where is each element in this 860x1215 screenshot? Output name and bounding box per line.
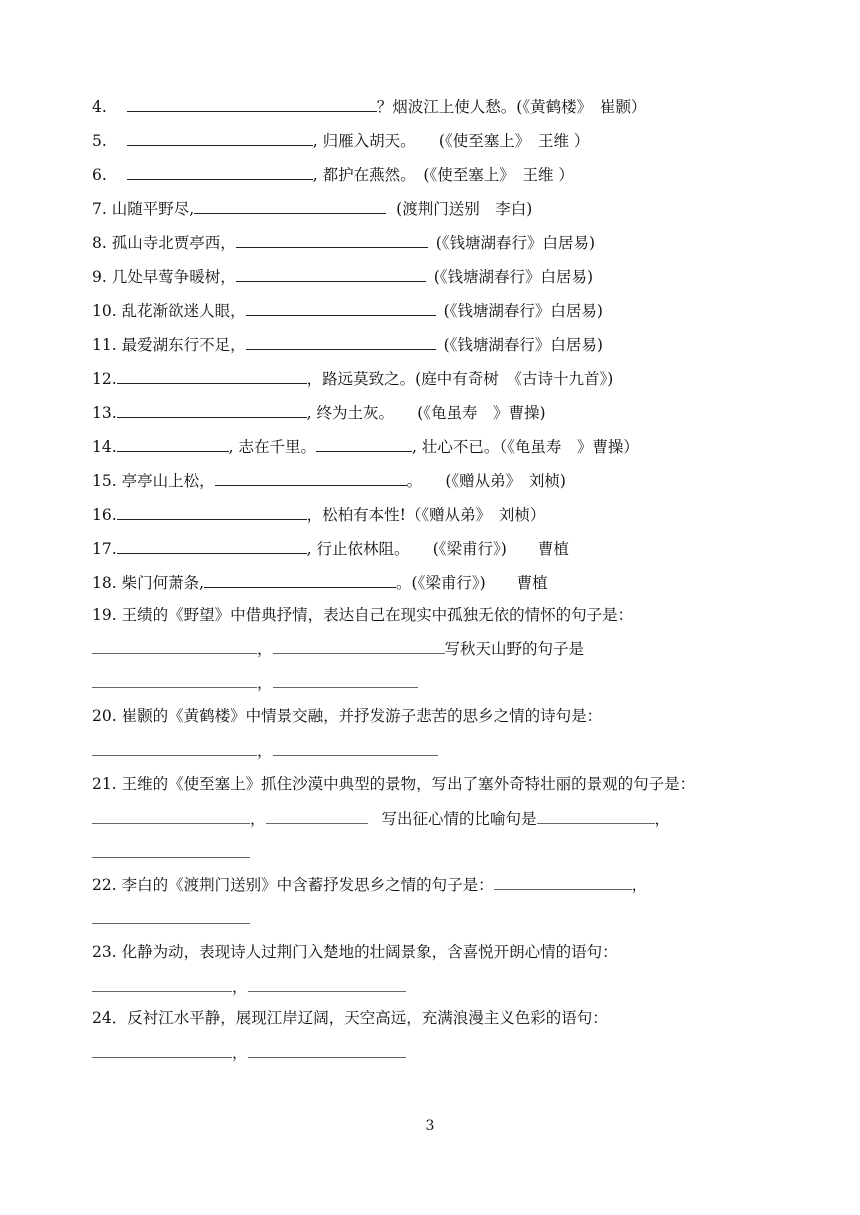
separator: ， [232,978,248,996]
question-prefix: 16. [92,506,117,524]
question-prefix: 17. [92,540,117,558]
question-text: 20. 崔颢的《黄鹤楼》中情景交融，并抒发游子悲苦的思乡之情的诗句是： [92,707,603,725]
question-17 [92,538,569,559]
separator: ， [232,1044,248,1062]
question-text: 23. 化静为动，表现诗人过荆门入楚地的壮阔景象，含喜悦开朗心情的语句： [92,943,618,961]
question-text: 写秋天山野的句子是 [444,640,585,658]
answer-blank[interactable] [248,1042,406,1058]
answer-blank[interactable] [92,740,257,756]
question-prefix: 15. 亭亭山上松， [92,472,215,490]
question-8 [92,232,595,253]
question-21-answers [92,808,670,829]
question-22 [92,874,647,895]
answer-blank[interactable] [537,808,655,824]
question-text: ，路远莫致之。(庭中有奇树 《古诗十九首》) [306,370,614,388]
question-22-answers [92,908,250,929]
answer-blank[interactable] [273,638,445,654]
question-text: , 行止依林阻。 (《梁甫行》) 曹植 [306,540,569,558]
question-24-answers [92,1042,406,1063]
answer-blank[interactable] [127,130,313,146]
separator: ， [257,674,273,692]
question-16 [92,504,545,525]
answer-blank[interactable] [236,232,428,248]
question-4 [92,96,646,117]
answer-blank[interactable] [494,874,632,890]
question-23 [92,942,618,962]
question-7 [92,198,532,219]
answer-blank[interactable] [92,908,250,924]
question-14 [92,436,639,457]
separator: ， [654,810,671,828]
answer-blank[interactable] [117,538,307,554]
question-source: (渡荆门送别 李白) [396,200,533,218]
answer-blank[interactable] [92,1042,232,1058]
question-number: 5. [92,132,107,150]
question-source: (《钱塘湖春行》白居易) [443,336,603,354]
answer-blank[interactable] [215,470,407,486]
answer-blank[interactable] [273,672,418,688]
question-source: (《钱塘湖春行》白居易) [433,268,594,286]
question-21 [92,774,695,794]
answer-blank[interactable] [92,672,257,688]
answer-blank[interactable] [194,198,386,214]
question-prefix: 8. 孤山寺北贾亭西， [92,234,236,252]
question-source: 。 (《赠从弟》 刘桢) [406,472,566,490]
question-15 [92,470,566,491]
question-text: ，松柏有本性!（《赠从弟》 刘桢） [306,506,546,524]
answer-blank[interactable] [92,976,232,992]
question-source: (《钱塘湖春行》白居易) [443,302,603,320]
answer-blank[interactable] [127,96,377,112]
question-text: 21. 王维的《使至塞上》抓住沙漠中典型的景物，写出了塞外奇特壮丽的景观的句子是： [92,775,696,793]
question-prefix: 7. 山随平野尽, [92,200,195,218]
answer-blank[interactable] [248,976,406,992]
question-text: 19. 王绩的《野望》中借典抒情，表达自己在现实中孤独无依的情怀的句子是： [92,606,634,624]
separator: ， [250,810,266,828]
separator: ， [257,640,273,658]
question-11 [92,334,603,355]
question-19-answers-2 [92,672,418,693]
question-19-answers [92,638,584,659]
question-text: , 志在千里。 [228,438,317,456]
question-text: , 都护在燕然。 (《使至塞上》 王维 ） [312,166,574,184]
question-text: , 终为土灰。 (《龟虽寿 》曹操) [306,404,546,422]
question-text: 写出征心情的比喻句是 [381,810,537,828]
answer-blank[interactable] [117,402,307,418]
answer-blank[interactable] [204,572,396,588]
page-number: 3 [425,1118,435,1134]
separator: ， [631,876,648,894]
question-13 [92,402,546,423]
question-18 [92,572,548,593]
question-20 [92,706,602,726]
question-prefix: 11. 最爱湖东行不足， [92,336,246,354]
answer-blank[interactable] [117,368,307,384]
question-24 [92,1008,608,1028]
answer-blank[interactable] [117,504,307,520]
answer-blank[interactable] [246,334,436,350]
question-6 [92,164,574,185]
question-23-answers [92,976,406,997]
question-text: 22. 李白的《渡荆门送别》中含蓄抒发思乡之情的句子是： [92,876,494,894]
answer-blank[interactable] [92,842,250,858]
answer-blank[interactable] [273,740,438,756]
answer-blank[interactable] [92,808,250,824]
question-number: 4. [92,98,107,116]
question-21-answers-2 [92,842,250,863]
question-19 [92,605,633,625]
question-10 [92,300,603,321]
answer-blank[interactable] [236,266,426,282]
question-text: 24．反衬江水平静，展现江岸辽阔，天空高远，充满浪漫主义色彩的语句： [92,1009,608,1027]
question-prefix: 10. 乱花渐欲迷人眼， [92,302,246,320]
question-prefix: 18. 柴门何萧条, [92,574,205,592]
question-source: 。(《梁甫行》) 曹植 [396,574,548,592]
question-text: ？烟波江上使人愁。(《黄鹤楼》 崔颢） [376,98,647,116]
answer-blank[interactable] [266,808,368,824]
answer-blank[interactable] [127,164,313,180]
question-text: , 壮心不已。（《龟虽寿 》曹操） [412,438,639,456]
question-prefix: 9. 几处早莺争暖树， [92,268,236,286]
question-20-answers [92,740,438,761]
question-text: , 归雁入胡天。 (《使至塞上》 王维 ） [312,132,590,150]
answer-blank[interactable] [117,436,229,452]
separator: ， [257,742,273,760]
question-prefix: 14. [92,438,117,456]
question-number: 6. [92,166,107,184]
answer-blank[interactable] [92,638,257,654]
question-12 [92,368,613,389]
answer-blank[interactable] [316,436,412,452]
question-prefix: 12. [92,370,117,388]
question-source: (《钱塘湖春行》白居易) [435,234,596,252]
question-5 [92,130,589,151]
question-9 [92,266,593,287]
question-prefix: 13. [92,404,117,422]
answer-blank[interactable] [246,300,436,316]
